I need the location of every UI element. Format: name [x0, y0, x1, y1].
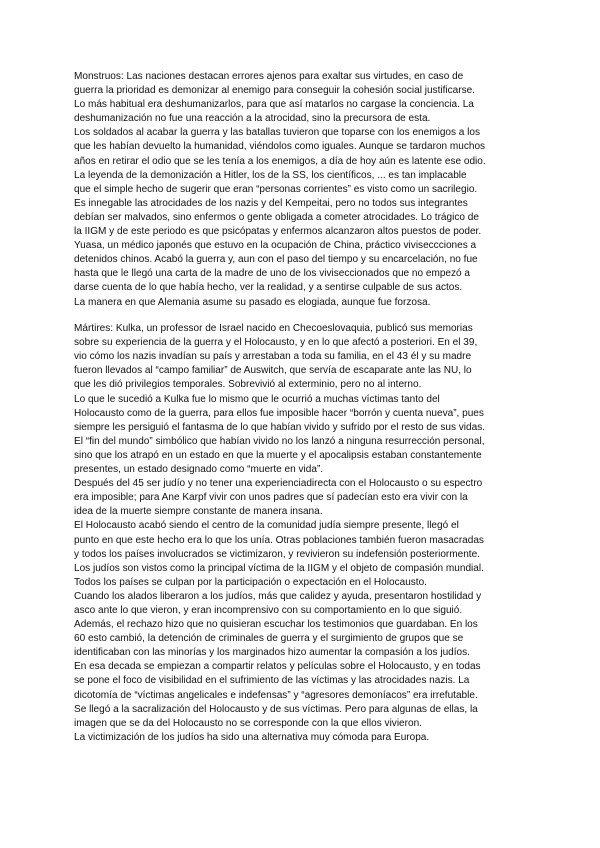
text-line: fueron llevados al “campo familiar” de Auswitch, que servía de escaparate ante las NU, lo — [74, 365, 472, 377]
paragraph-gap — [74, 310, 526, 323]
text-line: Además, el rechazo hizo que no quisieran escuchar los testimonios que guardaban. En los — [74, 619, 478, 631]
text-line: Después del 45 ser judío y no tener una experienciadirecta con el Holocausto o su espectro — [74, 478, 483, 490]
text-line: La victimización de los judíos ha sido una alternativa muy cómoda para Europa. — [74, 731, 430, 743]
text-line: asco ante lo que vieron, y eran incomprensivo con su comportamiento en lo que siguió. — [74, 604, 463, 616]
text-line: era imposible; para Ane Karpf vivir con unos padres que sí padecían esto era vivir con la — [74, 492, 468, 504]
text-line: Holocausto como de la guerra, para ellos fue imposible hacer “borrón y cuenta nueva”, pues — [74, 407, 484, 419]
text-line: deshumanización no fue una reacción a la atrocidad, sino la precursora de esta. — [74, 113, 431, 125]
text-line: El Holocausto acabó siendo el centro de la comunidad judía siempre presente, llegó el — [74, 520, 459, 532]
text-line: años en retirar el odio que se les tenía a los enemigos, a día de hoy aún es latente ese odio. — [74, 155, 486, 167]
text-line: Es innegable las atrocidades de los nazis y del Kempeitai, pero no todos sus integrantes — [74, 197, 468, 209]
text-line: La leyenda de la demonización a Hitler, los de la SS, los científicos, ... es tan implacable — [74, 169, 467, 181]
text-line: Lo más habitual era deshumanizarlos, para que así matarlos no cargase la conciencia. La — [74, 99, 474, 111]
text-line: siempre les persiguió el fantasma de lo que habían vivido y sufrido por el resto de sus vidas. — [74, 421, 486, 433]
text-line: y todos los países involucrados se victimizaron, y revivieron su indefensión posteriormente. — [74, 548, 480, 560]
section-monstruos — [74, 70, 526, 310]
text-line: debían ser malvados, sino enfermos o gente obligada a cometer atrocidades. Lo trágico de — [74, 211, 479, 223]
text-line: que el simple hecho de sugerir que eran “personas corrientes” es visto como un sacrilegio. — [74, 183, 478, 195]
text-line: Cuando los alados liberaron a los judíos, más que calidez y ayuda, presentaron hostilidad y — [74, 590, 482, 602]
text-line: Lo que le sucedió a Kulka fue lo mismo que le ocurrió a muchas víctimas tanto del — [74, 393, 440, 405]
text-line: sino que los atrapó en un estado en que la muerte y el apocalipsis estaban constantemente — [74, 449, 482, 461]
text-line: se pone el foco de visibilidad en el sufrimiento de las víctimas y las atrocidades nazis. La — [74, 675, 470, 687]
text-line: darse cuenta de lo que había hecho, ver la realidad, y a sentirse culpable de sus actos. — [74, 282, 463, 294]
text-line: 60 esto cambió, la detención de criminales de guerra y el surgimiento de grupos que se — [74, 633, 464, 645]
text-line: Mártires: Kulka, un professor de Israel nacido en Checoeslovaquia, publicó sus memorias — [74, 323, 473, 335]
text-line: Yuasa, un médico japonés que estuvo en la ocupación de China, práctico viviseccciones a — [74, 240, 477, 252]
text-line: identificaban con las minorías y los marginados hizo aumentar la compasión a los judíos. — [74, 647, 470, 659]
text-line: Todos los países se culpan por la participación o expectación en el Holocausto. — [74, 576, 427, 588]
text-line: dicotomía de “víctimas angelicales e indefensas” y “agresores demoníacos” era irrefutable. — [74, 689, 478, 701]
text-line: Monstruos: Las naciones destacan errores ajenos para exaltar sus virtudes, en caso de — [74, 71, 464, 82]
text-line: El “fin del mundo” simbólico que habían vivido no los lanzó a ninguna resurrección personal, — [74, 435, 485, 447]
text-line: presentes, un estado designado como “muerte en vida”. — [74, 464, 324, 476]
text-line: sobre su experiencia de la guerra y el Holocausto, y en lo que afectó a posteriori. En el 39, — [74, 337, 478, 349]
text-line: hasta que le llegó una carta de la madre de uno de los viviseccionados que no empezó a — [74, 268, 470, 280]
text-line: idea de la muerte siempre constante de manera insana. — [74, 506, 323, 518]
text-line: vio cómo los nazis invadían su país y arrestaban a toda su familia, en el 43 él y su madre — [74, 351, 472, 363]
document-body — [74, 70, 526, 745]
text-line: que les habían devuelto la humanidad, viéndolos como iguales. Aunque se tardaron muchos — [74, 141, 486, 153]
text-line: Se llegó a la sacralización del Holocausto y de sus víctimas. Pero para algunas de ellas, la — [74, 703, 478, 715]
text-line: La manera en que Alemania asume su pasado es elogiada, aunque fue forzosa. — [74, 296, 431, 308]
text-line: guerra la prioridad es demonizar al enemigo para conseguir la cohesión social justificarse. — [74, 85, 475, 97]
text-line: detenidos chinos. Acabó la guerra y, aun con el paso del tiempo y su encarcelación, no fue — [74, 254, 478, 266]
text-line: Los judíos son vistos como la principal víctima de la IIGM y el objeto de compasión mundial. — [74, 562, 484, 574]
text-line: la IIGM y de este periodo es que psicópatas y enfermos alcanzaron altos puestos de poder. — [74, 226, 482, 238]
text-line: punto en que este hecho era lo que los unía. Otras poblaciones también fueron masacradas — [74, 534, 484, 546]
section-martires — [74, 322, 526, 745]
text-line: Los soldados al acabar la guerra y las batallas tuvieron que toparse con los enemigos a los — [74, 127, 481, 139]
text-line: En esa decada se empiezan a compartir relatos y películas sobre el Holocausto, y en todas — [74, 661, 481, 673]
text-line: que les dió privilegios temporales. Sobrevivió al exterminio, pero no al interno. — [74, 379, 422, 391]
text-line: imagen que se da del Holocausto no se corresponde con la que ellos vivieron. — [74, 717, 422, 729]
